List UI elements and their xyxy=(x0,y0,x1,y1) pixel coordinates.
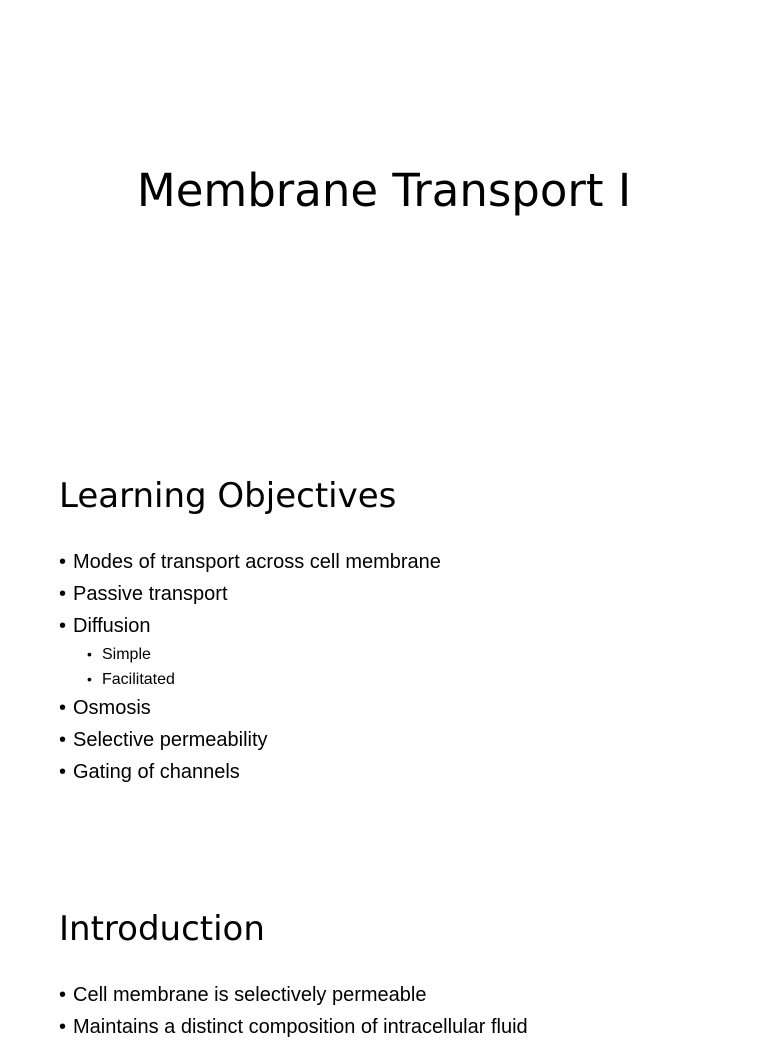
list-item-text: Gating of channels xyxy=(73,761,240,783)
bullet-icon: • xyxy=(87,671,92,687)
bullet-icon: • xyxy=(59,984,67,1006)
list-item-text: Passive transport xyxy=(73,583,228,605)
bullet-icon: • xyxy=(59,697,67,719)
list-item xyxy=(59,724,441,756)
bullet-icon: • xyxy=(59,551,67,573)
introduction-list xyxy=(59,979,528,1043)
list-item xyxy=(59,546,441,578)
list-item-text: Maintains a distinct composition of intracellular fluid xyxy=(73,1016,528,1038)
objectives-heading: Learning Objectives xyxy=(59,476,397,516)
list-item xyxy=(59,692,441,724)
sub-list-item xyxy=(59,667,441,692)
slide-title: Membrane Transport I xyxy=(136,164,632,217)
bullet-icon: • xyxy=(59,583,67,605)
list-item-text: Diffusion xyxy=(73,615,151,637)
list-item xyxy=(59,578,441,610)
introduction-heading: Introduction xyxy=(59,909,265,949)
bullet-icon: • xyxy=(59,615,67,637)
bullet-icon: • xyxy=(87,646,92,662)
list-item xyxy=(59,1011,528,1043)
bullet-icon: • xyxy=(59,1016,67,1038)
list-item-text: Facilitated xyxy=(102,671,175,688)
bullet-icon: • xyxy=(59,729,67,751)
list-item-text: Selective permeability xyxy=(73,729,268,751)
list-item xyxy=(59,979,528,1011)
list-item xyxy=(59,756,441,788)
objectives-list xyxy=(59,546,441,788)
bullet-icon: • xyxy=(59,761,67,783)
list-item-text: Modes of transport across cell membrane xyxy=(73,551,441,573)
list-item-text: Simple xyxy=(102,646,151,663)
list-item-text: Osmosis xyxy=(73,697,151,719)
list-item-text: Cell membrane is selectively permeable xyxy=(73,984,427,1006)
list-item xyxy=(59,610,441,642)
sub-list-item xyxy=(59,642,441,667)
